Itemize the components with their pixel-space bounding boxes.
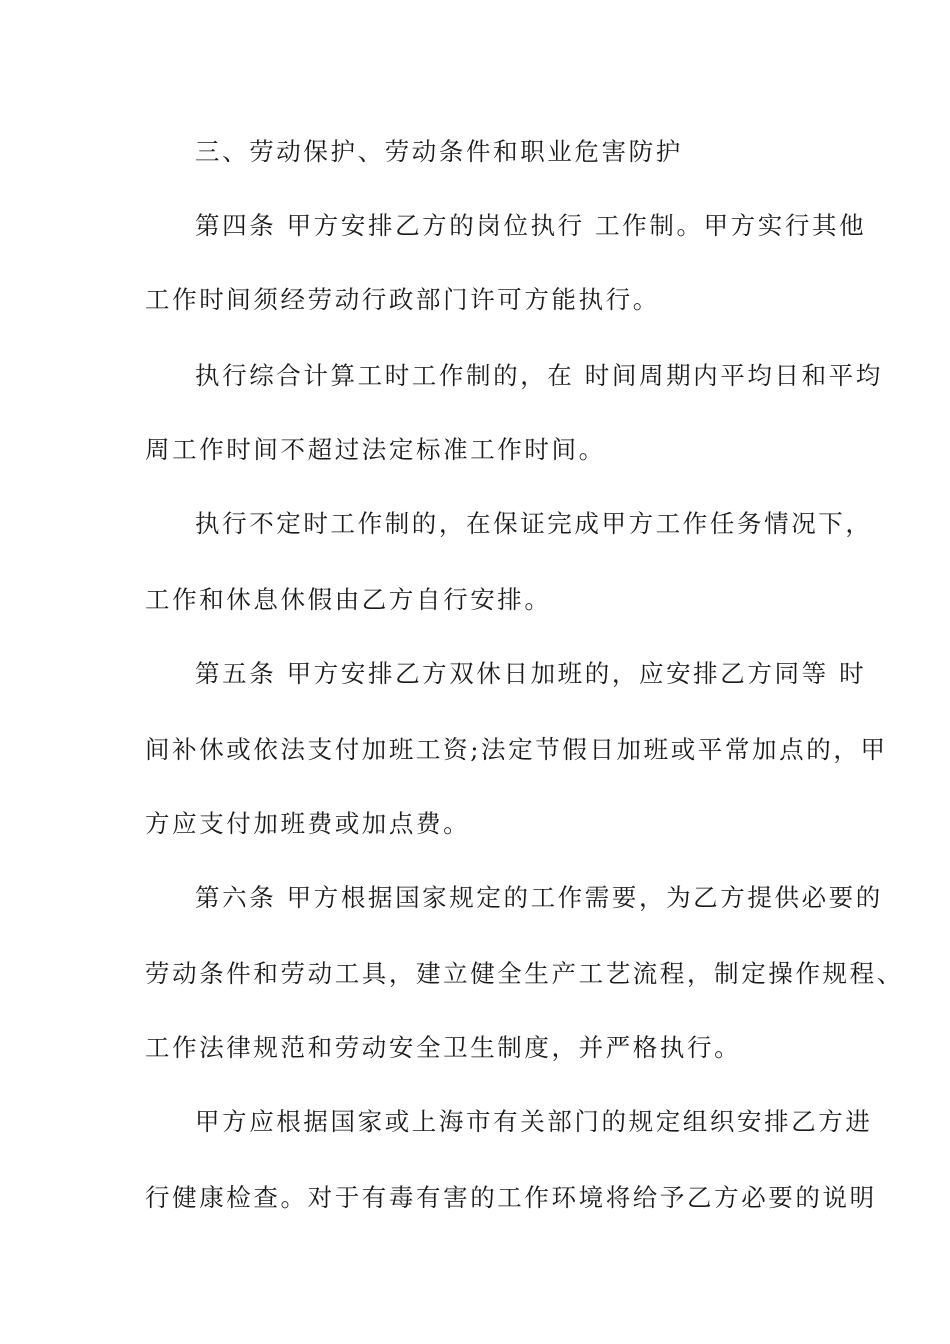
- paragraph-line: 第五条 甲方安排乙方双休日加班的，应安排乙方同等 时: [195, 659, 867, 688]
- paragraph-line: 第四条 甲方安排乙方的岗位执行 工作制。甲方实行其他: [195, 211, 867, 240]
- paragraph-line: 间补休或依法支付加班工资;法定节假日加班或平常加点的，甲: [145, 735, 888, 764]
- paragraph-line: 方应支付加班费或加点费。: [145, 809, 471, 838]
- section-heading: 三、劳动保护、劳动条件和职业危害防护: [195, 137, 683, 166]
- paragraph-line: 行健康检查。对于有毒有害的工作环境将给予乙方必要的说明: [145, 1183, 877, 1212]
- paragraph-line: 周工作时间不超过法定标准工作时间。: [145, 435, 606, 464]
- paragraph-line: 工作和休息休假由乙方自行安排。: [145, 585, 552, 614]
- paragraph-line: 工作法律规范和劳动安全卫生制度，并严格执行。: [145, 1033, 742, 1062]
- paragraph-line: 执行不定时工作制的，在保证完成甲方工作任务情况下，: [195, 509, 873, 538]
- paragraph-line: 劳动条件和劳动工具，建立健全生产工艺流程，制定操作规程、: [145, 959, 904, 988]
- paragraph-line: 工作时间须经劳动行政部门许可方能执行。: [145, 285, 660, 314]
- paragraph-line: 第六条 甲方根据国家规定的工作需要，为乙方提供必要的: [195, 883, 883, 912]
- paragraph-line: 甲方应根据国家或上海市有关部门的规定组织安排乙方进: [195, 1107, 873, 1136]
- paragraph-line: 执行综合计算工时工作制的，在 时间周期内平均日和平均: [195, 361, 883, 390]
